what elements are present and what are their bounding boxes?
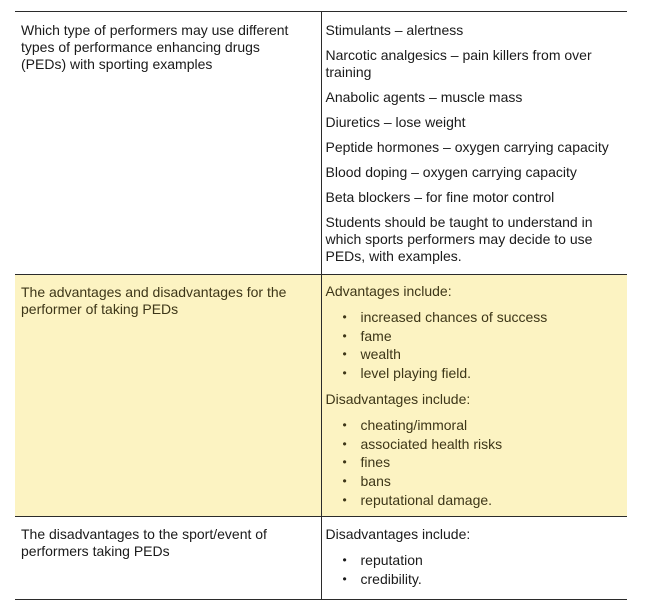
teaching-note: Students should be taught to understand in which sports performers may decide to use PEDs, with examples. <box>325 214 593 264</box>
list-item: • level playing field. <box>361 364 622 383</box>
list-item: • wealth <box>361 345 622 364</box>
list-item: • credibility. <box>361 570 622 589</box>
list-item: • cheating/immoral <box>361 416 622 435</box>
row-content <box>321 517 627 599</box>
list-item: • fines <box>361 453 622 472</box>
row-prompt <box>15 12 321 275</box>
ped-type-item: Narcotic analgesics – pain killers from over training <box>325 47 592 80</box>
list-item: • reputation <box>361 551 622 570</box>
row-prompt-text: Which type of performers may use different types of performance enhancing drugs (PEDs) with sporting examples <box>21 22 289 72</box>
row-content <box>321 12 627 275</box>
row-prompt-text: The disadvantages to the sport/event of performers taking PEDs <box>21 526 267 560</box>
list-item: • associated health risks <box>361 435 622 454</box>
table-row-sport-disadvantages <box>15 517 627 599</box>
advantages-heading: Advantages include: <box>325 283 452 299</box>
list-item: • reputational damage. <box>361 491 622 510</box>
list-item: • bans <box>361 472 622 491</box>
list-item: • increased chances of success <box>361 308 622 327</box>
ped-type-item: Beta blockers – for fine motor control <box>325 189 555 205</box>
row-content <box>321 275 627 517</box>
row-prompt <box>15 517 321 599</box>
disadvantages-list <box>326 416 622 510</box>
row-prompt <box>15 275 321 517</box>
ped-type-item: Diuretics – lose weight <box>325 114 466 130</box>
table-row-performer-pros-cons <box>15 275 627 517</box>
ped-type-item: Peptide hormones – oxygen carrying capacity <box>325 139 609 155</box>
table-row-ped-types <box>15 12 627 275</box>
ped-type-item: Stimulants – alertness <box>325 22 464 38</box>
disadvantages-heading: Disadvantages include: <box>325 390 471 407</box>
ped-type-item: Anabolic agents – muscle mass <box>325 89 523 105</box>
disadvantages-list <box>326 551 622 588</box>
advantages-list <box>326 308 622 383</box>
ped-type-item: Blood doping – oxygen carrying capacity <box>325 164 577 180</box>
disadvantages-heading: Disadvantages include: <box>325 526 471 543</box>
list-item: • fame <box>361 327 622 346</box>
specification-table <box>15 11 627 600</box>
row-prompt-text: The advantages and disadvantages for the performer of taking PEDs <box>21 284 287 317</box>
